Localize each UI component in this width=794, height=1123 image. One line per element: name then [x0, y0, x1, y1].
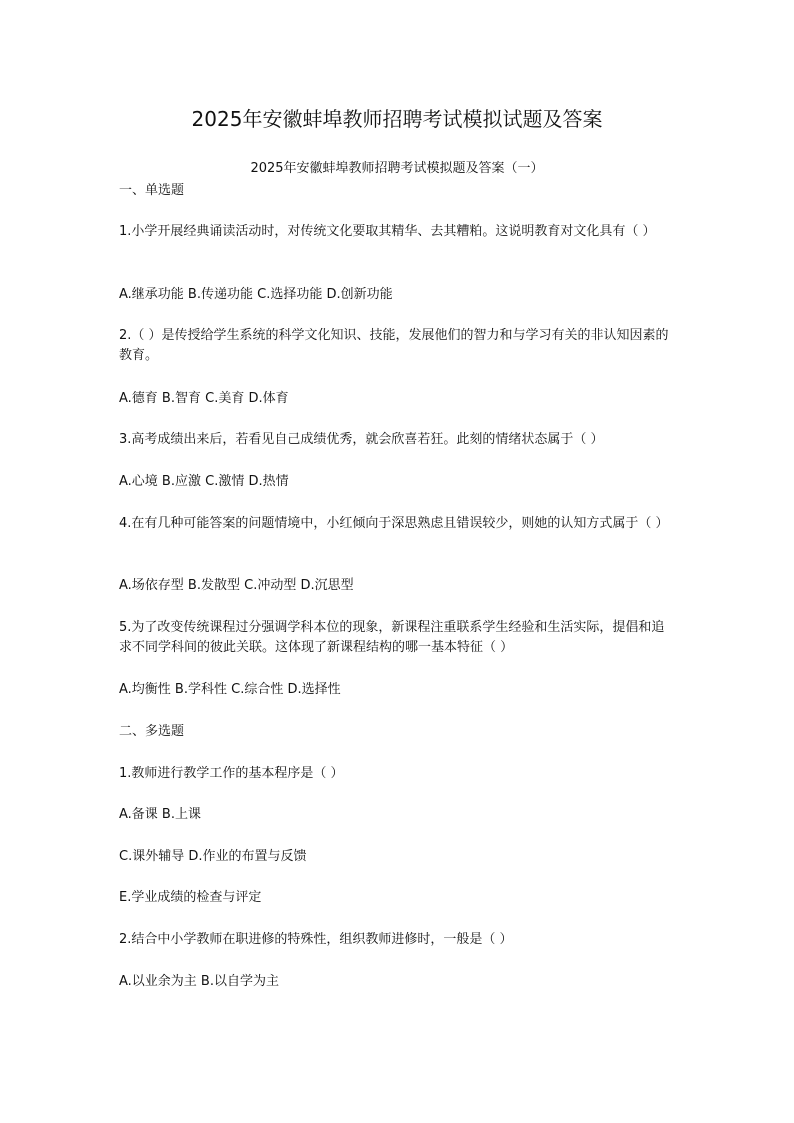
- question-3-options: A.心境 B.应激 C.激情 D.热情: [119, 474, 289, 489]
- question-4-options: A.场依存型 B.发散型 C.冲动型 D.沉思型: [119, 578, 354, 593]
- question-5-options: A.均衡性 B.学科性 C.综合性 D.选择性: [119, 682, 341, 697]
- question-2-options: A.德育 B.智育 C.美育 D.体育: [119, 391, 289, 406]
- section-heading-multiple-choice: 二、多选题: [119, 724, 185, 739]
- multi-question-2-stem: 2.结合中小学教师在职进修的特殊性，组织教师进修时，一般是（ ）: [119, 932, 513, 947]
- question-5-stem: 5.为了改变传统课程过分强调学科本位的现象，新课程注重联系学生经验和生活实际，提倡和追求不同学科间的彼此关联。这体现了新课程结构的哪一基本特征（ ）: [119, 620, 665, 655]
- document-title: 2025年安徽蚌埠教师招聘考试模拟试题及答案: [191, 107, 603, 131]
- question-1-stem: 1.小学开展经典诵读活动时，对传统文化要取其精华、去其糟粕。这说明教育对文化具有（ ）: [119, 224, 656, 239]
- multi-question-1-stem: 1.教师进行教学工作的基本程序是（ ）: [119, 766, 344, 781]
- question-3-stem: 3.高考成绩出来后，若看见自己成绩优秀，就会欣喜若狂。此刻的情绪状态属于（ ）: [119, 432, 604, 447]
- multi-question-2-options-ab: A.以业余为主 B.以自学为主: [119, 974, 279, 989]
- multi-question-1-options-cd: C.课外辅导 D.作业的布置与反馈: [119, 849, 307, 864]
- question-2-stem: 2.（ ）是传授给学生系统的科学文化知识、技能，发展他们的智力和与学习有关的非认知因素的教育。: [119, 328, 669, 363]
- question-4-stem: 4.在有几种可能答案的问题情境中，小红倾向于深思熟虑且错误较少，则她的认知方式属于（ ）: [119, 516, 669, 531]
- multi-question-1-options-e: E.学业成绩的检查与评定: [119, 890, 262, 905]
- document-subtitle: 2025年安徽蚌埠教师招聘考试模拟题及答案（一）: [250, 161, 544, 176]
- section-heading-single-choice: 一、单选题: [119, 183, 185, 198]
- question-1-options: A.继承功能 B.传递功能 C.选择功能 D.创新功能: [119, 287, 393, 302]
- multi-question-1-options-ab: A.备课 B.上课: [119, 807, 201, 822]
